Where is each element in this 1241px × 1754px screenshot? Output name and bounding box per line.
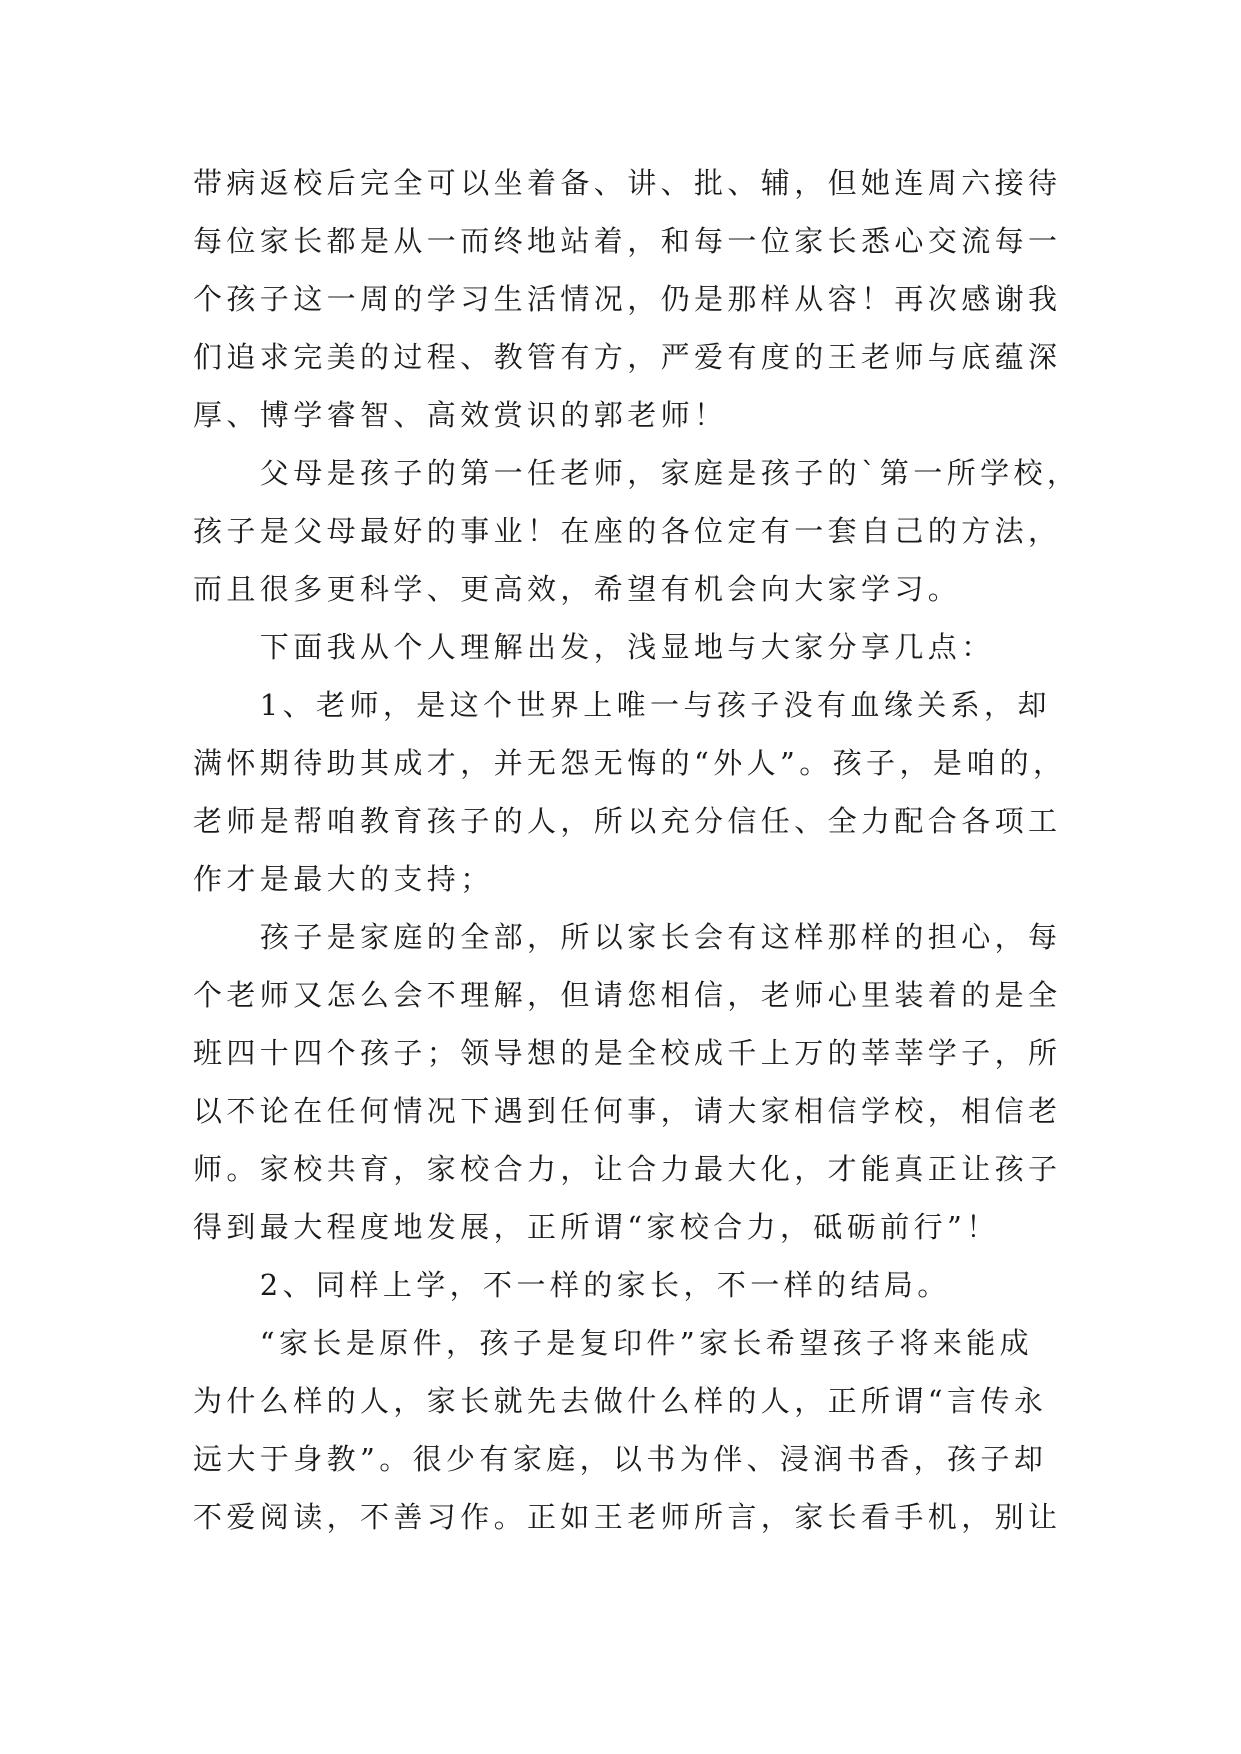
text-line: 满怀期待助其成才，并无怨无悔的“外人”。孩子，是咱的， [193,746,1067,780]
text-line: 下面我从个人理解出发，浅显地与大家分享几点： [193,630,995,664]
text-line: 远大于身教”。很少有家庭，以书为伴、浸润书香，孩子却 [193,1442,1048,1476]
text-line: 个老师又怎么会不理解，但请您相信，老师心里装着的是全 [193,978,1062,1012]
text-line: 个孩子这一周的学习生活情况，仍是那样从容！再次感谢我 [193,282,1062,316]
text-line: 得到最大程度地发展，正所谓“家校合力，砥砺前行”！ [193,1210,1000,1244]
text-line: 作才是最大的支持； [193,862,494,896]
text-line: 为什么样的人，家长就先去做什么样的人，正所谓“言传永 [193,1384,1048,1418]
text-line: 带病返校后完全可以坐着备、讲、批、辅，但她连周六接待 [193,166,1062,200]
text-line: 1、老师，是这个世界上唯一与孩子没有血缘关系，却 [193,688,1051,722]
text-line: “家长是原件，孩子是复印件”家长希望孩子将来能成 [193,1326,1034,1360]
text-line: 孩子是家庭的全部，所以家长会有这样那样的担心，每 [193,920,1062,954]
text-line: 师。家校共育，家校合力，让合力最大化，才能真正让孩子 [193,1152,1062,1186]
text-line: 老师是帮咱教育孩子的人，所以充分信任、全力配合各项工 [193,804,1062,838]
text-line: 2、同样上学，不一样的家长，不一样的结局。 [193,1268,951,1302]
text-line: 不爱阅读，不善习作。正如王老师所言，家长看手机，别让 [193,1500,1062,1534]
text-line: 们追求完美的过程、教管有方，严爱有度的王老师与底蕴深 [193,340,1062,374]
text-line: 以不论在任何情况下遇到任何事，请大家相信学校，相信老 [193,1094,1062,1128]
text-line: 父母是孩子的第一任老师，家庭是孩子的`第一所学校， [193,456,1081,490]
text-line: 厚、博学睿智、高效赏识的郭老师！ [193,398,728,432]
text-line: 每位家长都是从一而终地站着，和每一位家长悉心交流每一 [193,224,1062,258]
text-line: 而且很多更科学、更高效，希望有机会向大家学习。 [193,572,962,606]
text-line: 班四十四个孩子；领导想的是全校成千上万的莘莘学子，所 [193,1036,1062,1070]
text-line: 孩子是父母最好的事业！在座的各位定有一套自己的方法， [193,514,1062,548]
